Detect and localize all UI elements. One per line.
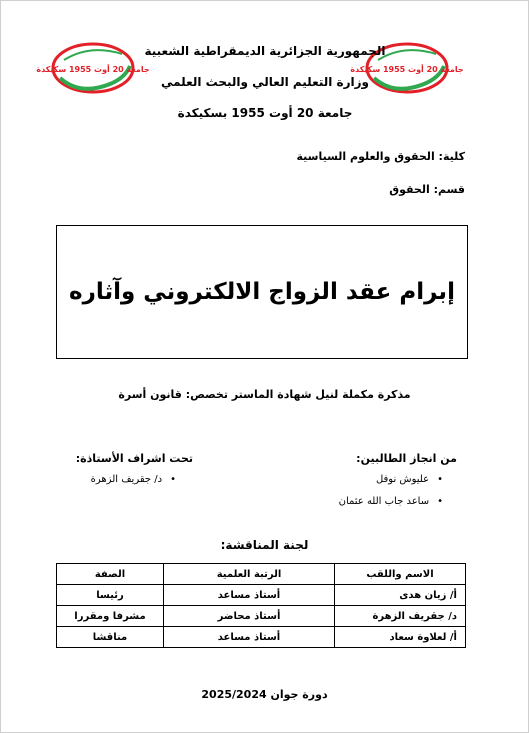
header-cell-name: الاسم واللقب — [335, 564, 466, 585]
header-cell-role: الصفة — [57, 564, 164, 585]
member-rank: أستاذ محاضر — [164, 606, 335, 627]
title-box — [56, 225, 468, 359]
member-role: مشرفا ومقررا — [57, 606, 164, 627]
republic-line: الجمهورية الجزائرية الديمقراطية الشعبية — [144, 44, 386, 58]
member-role: رئيسا — [57, 585, 164, 606]
supervisor-label: تحت اشراف الأستاذة: — [75, 452, 193, 465]
session-line: دورة جوان 2025/2024 — [201, 688, 328, 701]
logo-text: جامعة 20 أوت 1955 سكيكدة — [36, 65, 150, 74]
logo-text: جامعة 20 أوت 1955 سكيكدة — [350, 65, 464, 74]
university-logo-left — [36, 40, 150, 96]
committee-table — [56, 563, 466, 648]
table-header-row — [57, 564, 466, 585]
member-rank: أستاذ مساعد — [164, 627, 335, 648]
header-cell-rank: الرتبة العلمية — [164, 564, 335, 585]
table-row — [57, 627, 466, 648]
faculty-line: كلية: الحقوق والعلوم السياسية — [296, 150, 465, 163]
table-row — [57, 606, 466, 627]
bullet-icon: • — [437, 496, 443, 507]
header — [130, 36, 400, 129]
students-label: من انجاز الطالبين: — [356, 452, 457, 465]
student-name: عليوش نوفل — [375, 474, 430, 485]
bullet-icon: • — [437, 474, 443, 485]
member-rank: أستاذ مساعد — [164, 585, 335, 606]
university-line: جامعة 20 أوت 1955 بسكيكدة — [177, 106, 353, 120]
member-name: أ/ زيان هدى — [335, 585, 466, 606]
student-item — [376, 474, 443, 485]
bullet-icon: • — [170, 474, 176, 485]
department-line: قسم: الحقوق — [389, 183, 465, 196]
thesis-title: إبرام عقد الزواج الالكتروني وآثاره — [69, 279, 455, 305]
supervisor-name: د/ جقريف الزهرة — [90, 474, 163, 485]
member-name: د/ جقريف الزهرة — [335, 606, 466, 627]
ministry-line: وزارة التعليم العالي والبحث العلمي — [160, 75, 370, 89]
memo-description: مذكرة مكملة لنيل شهادة الماستر تخصص: قانون أسرة — [118, 388, 411, 401]
member-name: أ/ لعلاوة سعاد — [335, 627, 466, 648]
committee-title: لجنة المناقشة: — [220, 538, 309, 552]
member-role: مناقشا — [57, 627, 164, 648]
supervisor-item — [91, 474, 176, 485]
student-name: ساعد جاب الله عثمان — [338, 496, 430, 507]
table-row — [57, 585, 466, 606]
student-item — [339, 496, 443, 507]
